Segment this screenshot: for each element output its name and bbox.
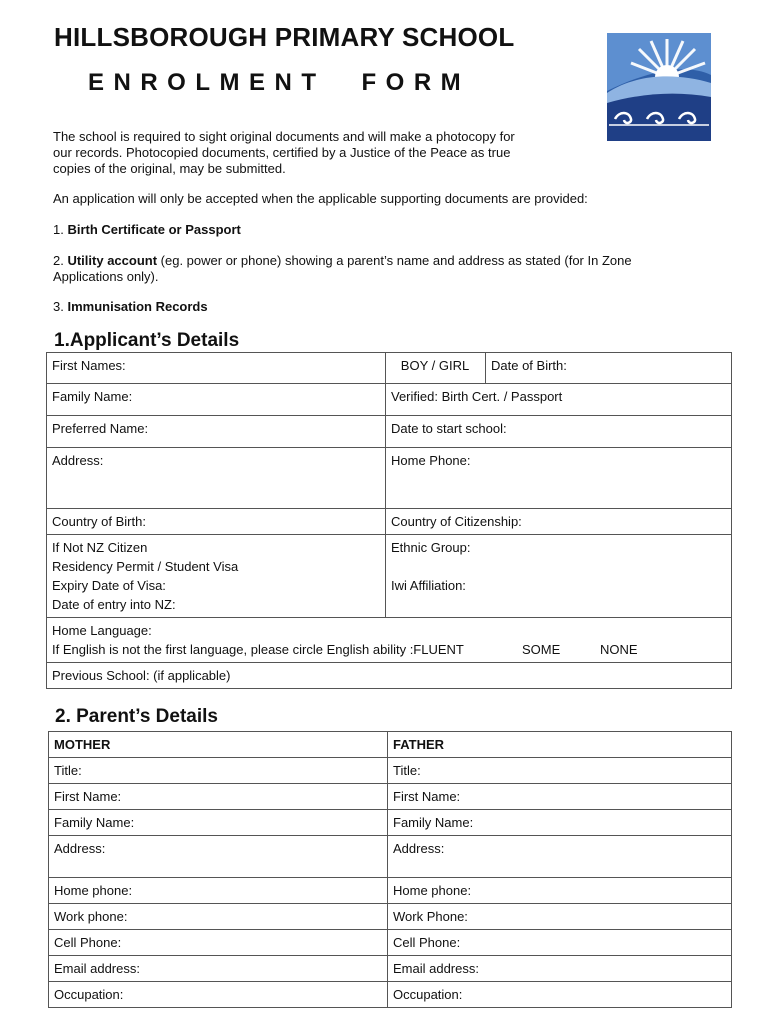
field-label: Date of Birth: [491,358,567,373]
field-label: Work Phone: [393,909,468,924]
field-label: Ethnic Group: [391,540,471,555]
requirement-item-3 [53,299,208,315]
field-label: Family Name: [54,815,135,830]
field-label: Occupation: [54,987,124,1002]
field-label: Country of Birth: [52,514,146,529]
preferred-name-field[interactable] [47,416,386,448]
english-some-option[interactable]: SOME [522,642,561,657]
applicant-table [46,352,732,689]
home-phone-field[interactable] [386,448,732,509]
requirement-item-2 [53,253,632,285]
mother-first-name-field[interactable] [49,784,388,810]
father-occupation-field[interactable] [388,982,732,1008]
mother-occupation-field[interactable] [49,982,388,1008]
field-label: First Name: [54,789,122,804]
field-label: BOY / GIRL [400,358,470,373]
form-title [88,69,470,97]
field-label: Date of entry into NZ: [52,597,176,612]
field-label: Home phone: [54,883,133,898]
field-label: Home Phone: [391,453,471,468]
field-label: First Names: [52,358,126,373]
father-header: FATHER [388,732,732,758]
item-bold: Immunisation Records [67,299,208,314]
item-bold: Birth Certificate or Passport [67,222,241,237]
field-label: Cell Phone: [393,935,461,950]
requirements-note: An application will only be accepted when the applicable supporting documents are provided: [53,191,588,206]
intro-line: The school is required to sight original documents and will make a photocopy for [53,129,515,144]
field-label: First Name: [393,789,461,804]
first-names-field[interactable] [47,353,386,384]
intro-line: copies of the original, may be submitted. [53,161,286,176]
english-none-option[interactable]: NONE [600,642,638,657]
item-bold: Utility account [67,253,158,268]
field-label: Occupation: [393,987,463,1002]
field-label: Cell Phone: [54,935,122,950]
item-number: 3. [53,299,68,314]
father-email-field[interactable] [388,956,732,982]
item-text: (eg. power or phone) showing a parent’s name and address as stated (for In Zone [157,253,632,268]
address-field[interactable] [47,448,386,509]
field-label: Family Name: [52,389,133,404]
father-title-field[interactable] [388,758,732,784]
field-label: Verified: Birth Cert. / Passport [391,389,563,404]
school-name: HILLSBOROUGH PRIMARY SCHOOL [54,22,515,52]
verified-field[interactable] [386,384,732,416]
field-label: Home Language: [52,623,152,638]
father-cell-phone-field[interactable] [388,930,732,956]
form-title-word2: FORM [361,69,471,96]
item-number: 1. [53,222,68,237]
parents-section-heading: 2. Parent’s Details [55,706,218,727]
mother-address-field[interactable] [49,836,388,878]
previous-school-field[interactable] [47,663,732,689]
requirement-item-1 [53,222,241,238]
parents-table [48,731,732,1008]
residency-field[interactable] [47,535,386,618]
mother-family-name-field[interactable] [49,810,388,836]
mother-cell-phone-field[interactable] [49,930,388,956]
intro-line: our records. Photocopied documents, certified by a Justice of the Peace as true [53,145,511,160]
item-text: Applications only). [53,269,159,284]
father-first-name-field[interactable] [388,784,732,810]
date-of-birth-field[interactable] [486,353,732,384]
country-of-citizenship-field[interactable] [386,509,732,535]
field-label: Iwi Affiliation: [391,578,466,593]
mother-header: MOTHER [49,732,388,758]
english-ability-label: If English is not the first language, please circle English ability :FLUENT [52,642,464,657]
father-address-field[interactable] [388,836,732,878]
field-label: Previous School: (if applicable) [52,668,231,683]
form-title-word1: ENROLMENT [88,69,326,96]
field-label: Email address: [54,961,140,976]
father-family-name-field[interactable] [388,810,732,836]
field-label: Title: [54,763,82,778]
father-home-phone-field[interactable] [388,878,732,904]
intro-paragraph [53,129,515,177]
mother-work-phone-field[interactable] [49,904,388,930]
family-name-field[interactable] [47,384,386,416]
field-label: Address: [54,841,106,856]
field-label: Address: [52,453,104,468]
father-work-phone-field[interactable] [388,904,732,930]
start-date-field[interactable] [386,416,732,448]
field-label: Date to start school: [391,421,507,436]
field-label: If Not NZ Citizen [52,540,148,555]
mother-title-field[interactable] [49,758,388,784]
field-label: Address: [393,841,445,856]
school-crest-sun-waves-icon [607,33,711,141]
field-label: Title: [393,763,421,778]
field-label: Expiry Date of Visa: [52,578,166,593]
home-language-field[interactable] [47,618,732,663]
ethnicity-field[interactable] [386,535,732,618]
mother-home-phone-field[interactable] [49,878,388,904]
field-label: Preferred Name: [52,421,149,436]
gender-field[interactable] [386,353,486,384]
field-label: Home phone: [393,883,472,898]
field-label: Country of Citizenship: [391,514,522,529]
field-label: Residency Permit / Student Visa [52,559,239,574]
country-of-birth-field[interactable] [47,509,386,535]
applicant-section-heading: 1.Applicant’s Details [54,330,240,351]
item-number: 2. [53,253,68,268]
field-label: Email address: [393,961,479,976]
field-label: Family Name: [393,815,474,830]
field-label: Work phone: [54,909,128,924]
mother-email-field[interactable] [49,956,388,982]
